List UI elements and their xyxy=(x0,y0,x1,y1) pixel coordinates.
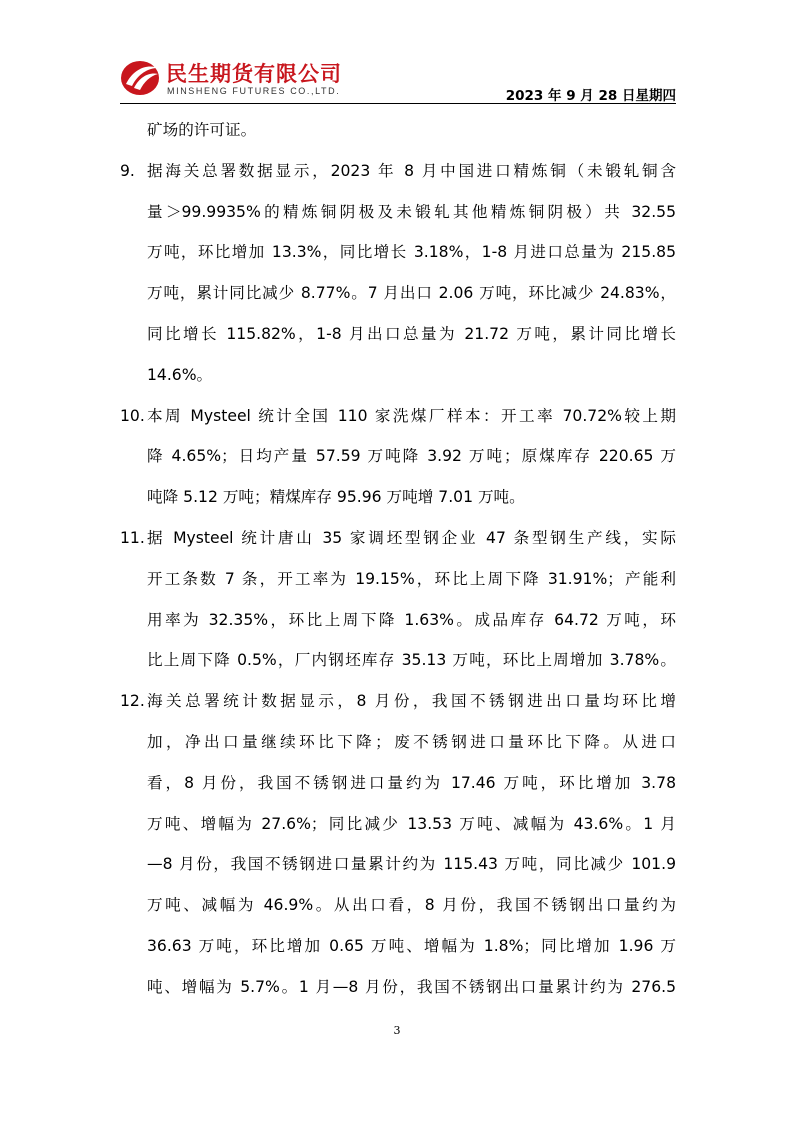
paragraph-line xyxy=(120,355,676,396)
paragraph-line xyxy=(120,314,676,355)
paragraph-line xyxy=(120,151,676,192)
paragraph-line xyxy=(120,926,676,967)
paragraph-text: 据海关总署数据显示，2023 年 8 月中国进口精炼铜（未锻轧铜含 xyxy=(147,161,676,180)
paragraph-line xyxy=(120,273,676,314)
paragraph-line xyxy=(120,436,676,477)
paragraph-line xyxy=(120,192,676,233)
paragraph-line xyxy=(120,681,676,722)
paragraph-line xyxy=(120,518,676,559)
item-number: 12. xyxy=(120,692,145,711)
paragraph-line xyxy=(120,885,676,926)
paragraph-line xyxy=(120,110,676,151)
paragraph-text: 14.6%。 xyxy=(147,365,213,384)
paragraph-text: 加，净出口量继续环比下降；废不锈钢进口量环比下降。从进口 xyxy=(147,732,676,751)
paragraph-text: 比上周下降 0.5%，厂内钢坯库存 35.13 万吨，环比上周增加 3.78%。 xyxy=(147,651,676,670)
paragraph-line xyxy=(120,477,676,518)
paragraph-line xyxy=(120,967,676,1008)
paragraph-line xyxy=(120,640,676,681)
report-date: 2023 年 9 月 28 日星期四 xyxy=(505,88,676,104)
logo-chinese-name: 民生期货有限公司 xyxy=(166,62,342,86)
paragraph-line xyxy=(120,559,676,600)
paragraph-text: 看，8 月份，我国不锈钢进口量约为 17.46 万吨，环比增加 3.78 xyxy=(147,773,676,792)
paragraph-text: 吨、增幅为 5.7%。1 月—8 月份，我国不锈钢出口量累计约为 276.5 xyxy=(147,977,676,996)
document-body xyxy=(120,110,676,1008)
page-number: 3 xyxy=(393,1024,401,1037)
paragraph-text: 降 4.65%；日均产量 57.59 万吨降 3.92 万吨；原煤库存 220.65 万 xyxy=(147,447,676,466)
paragraph-line xyxy=(120,763,676,804)
paragraph-line xyxy=(120,722,676,763)
paragraph-line xyxy=(120,844,676,885)
paragraph-text: 万吨，累计同比减少 8.77%。7 月出口 2.06 万吨，环比减少 24.83%， xyxy=(147,284,676,303)
header-divider xyxy=(120,103,676,104)
item-number: 10. xyxy=(120,406,145,425)
paragraph-text: 36.63 万吨，环比增加 0.65 万吨、增幅为 1.8%；同比增加 1.96 万 xyxy=(147,936,676,955)
page-header xyxy=(120,52,676,104)
paragraph-text: 矿场的许可证。 xyxy=(147,121,257,139)
paragraph-line xyxy=(120,396,676,437)
paragraph-text: 据 Mysteel 统计唐山 35 家调坯型钢企业 47 条型钢生产线，实际 xyxy=(147,528,676,547)
paragraph-text: 万吨、减幅为 46.9%。从出口看，8 月份，我国不锈钢出口量约为 xyxy=(147,896,676,915)
paragraph-line xyxy=(120,804,676,845)
paragraph-text: 海关总署统计数据显示，8 月份，我国不锈钢进出口量均环比增 xyxy=(147,692,676,711)
paragraph-text: 万吨、增幅为 27.6%；同比减少 13.53 万吨、减幅为 43.6%。1 月 xyxy=(147,814,676,833)
paragraph-text: 吨降 5.12 万吨；精煤库存 95.96 万吨增 7.01 万吨。 xyxy=(147,488,525,507)
item-number: 9. xyxy=(120,161,135,180)
minsheng-logo-icon xyxy=(120,58,162,98)
paragraph-text: 同比增长 115.82%，1-8 月出口总量为 21.72 万吨，累计同比增长 xyxy=(147,324,676,343)
paragraph-text: 用率为 32.35%，环比上周下降 1.63%。成品库存 64.72 万吨，环 xyxy=(147,610,676,629)
paragraph-line xyxy=(120,600,676,641)
item-number: 11. xyxy=(120,528,145,547)
paragraph-text: 开工条数 7 条，开工率为 19.15%，环比上周下降 31.91%；产能利 xyxy=(147,569,676,588)
paragraph-line xyxy=(120,232,676,273)
paragraph-text: 量＞99.9935%的精炼铜阴极及未锻轧其他精炼铜阴极）共 32.55 xyxy=(147,202,676,221)
logo-english-name: MINSHENG FUTURES CO.,LTD. xyxy=(167,86,341,96)
company-logo xyxy=(120,56,360,100)
paragraph-text: —8 月份，我国不锈钢进口量累计约为 115.43 万吨，同比减少 101.9 xyxy=(147,855,676,874)
paragraph-text: 本周 Mysteel 统计全国 110 家洗煤厂样本：开工率 70.72%较上期 xyxy=(147,406,676,425)
paragraph-text: 万吨，环比增加 13.3%，同比增长 3.18%，1-8 月进口总量为 215.85 xyxy=(147,243,676,262)
